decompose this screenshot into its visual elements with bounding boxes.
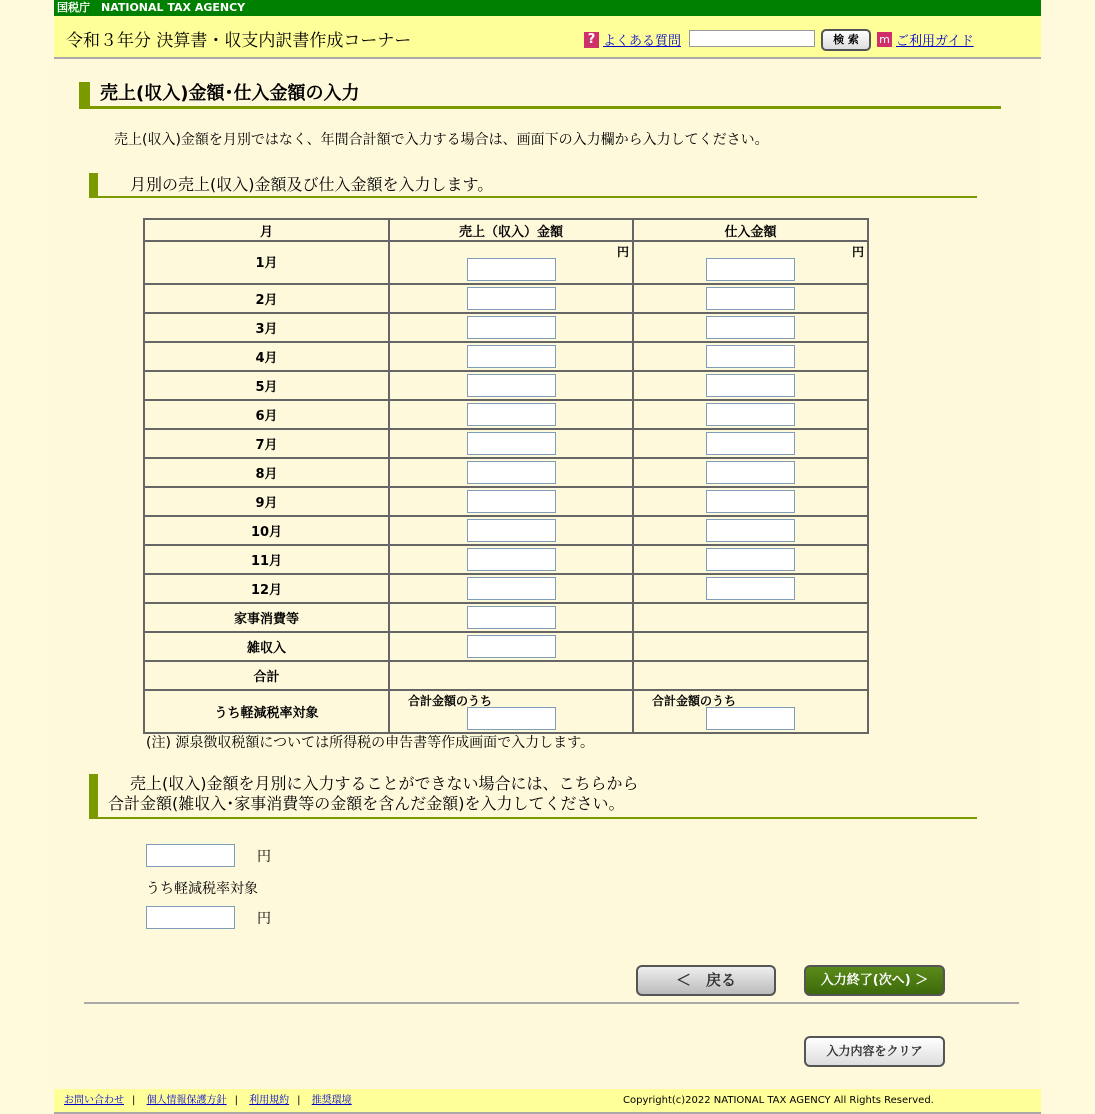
row-label: 雑収入 <box>144 632 389 661</box>
purchase-input[interactable] <box>706 316 795 339</box>
purchase-cell <box>633 241 868 284</box>
purchase-input[interactable] <box>706 345 795 368</box>
table-row <box>144 632 868 661</box>
sales-input[interactable] <box>467 490 556 513</box>
purchase-input[interactable] <box>706 287 795 310</box>
col-header-purchases: 仕入金額 <box>633 219 868 241</box>
section-heading-total <box>89 774 977 819</box>
row-label: 合計 <box>144 661 389 690</box>
table-row <box>144 516 868 545</box>
empty-cell <box>633 603 868 632</box>
section-line-1: 売上(収入)金額を月別に入力することができない場合には、こちらから <box>130 774 639 793</box>
table-row <box>144 284 868 313</box>
sales-input[interactable] <box>467 461 556 484</box>
sales-cell <box>389 487 633 516</box>
misc-income-input[interactable] <box>467 635 556 658</box>
table-row <box>144 690 868 733</box>
page-title: 売上(収入)金額･仕入金額の入力 <box>79 82 1001 109</box>
sales-input[interactable] <box>467 519 556 542</box>
environment-link[interactable]: 推奨環境 <box>311 1095 352 1106</box>
sales-cell <box>389 371 633 400</box>
month-label: 10月 <box>144 516 389 545</box>
divider <box>84 1002 1019 1004</box>
sales-input[interactable] <box>467 316 556 339</box>
table-row <box>144 371 868 400</box>
purchase-cell <box>633 284 868 313</box>
table-row <box>144 400 868 429</box>
sales-cell <box>389 429 633 458</box>
table-row <box>144 458 868 487</box>
sales-cell <box>389 241 633 284</box>
table-row <box>144 313 868 342</box>
purchase-cell <box>633 574 868 603</box>
sales-input[interactable] <box>467 432 556 455</box>
month-label: 5月 <box>144 371 389 400</box>
table-row <box>144 241 868 284</box>
sales-cell <box>389 516 633 545</box>
row-label: うち軽減税率対象 <box>144 690 389 733</box>
guide-link[interactable]: ご利用ガイド <box>896 34 974 49</box>
intro-text: 売上(収入)金額を月別ではなく、年間合計額で入力する場合は、画面下の入力欄から入力してください。 <box>114 132 769 148</box>
col-header-month: 月 <box>144 219 389 241</box>
table-row <box>144 487 868 516</box>
month-label: 12月 <box>144 574 389 603</box>
sales-input[interactable] <box>467 287 556 310</box>
purchase-input[interactable] <box>706 403 795 426</box>
sales-cell <box>389 632 633 661</box>
empty-cell <box>633 632 868 661</box>
purchase-input[interactable] <box>706 490 795 513</box>
annual-reduced-input[interactable] <box>146 906 235 929</box>
page <box>54 0 1041 1114</box>
month-label: 4月 <box>144 342 389 371</box>
back-button[interactable]: ＜ 戻る <box>636 965 776 996</box>
separator: | <box>234 1095 238 1106</box>
purchase-reduced-input[interactable] <box>706 707 795 730</box>
of-total-label: 合計金額のうち <box>652 694 737 708</box>
sales-input[interactable] <box>467 577 556 600</box>
note: (注) 源泉徴収税額については所得税の申告書等作成画面で入力します。 <box>146 735 594 751</box>
col-header-sales: 売上（収入）金額 <box>389 219 633 241</box>
sales-input[interactable] <box>467 345 556 368</box>
monthly-table <box>143 218 869 734</box>
next-button[interactable]: 入力終了(次へ) ＞ <box>804 965 945 996</box>
month-label: 2月 <box>144 284 389 313</box>
separator: | <box>132 1095 136 1106</box>
guide-book-icon: m <box>877 32 892 47</box>
row-label: 家事消費等 <box>144 603 389 632</box>
section-heading-monthly: 月別の売上(収入)金額及び仕入金額を入力します。 <box>89 173 977 198</box>
sales-cell <box>389 313 633 342</box>
purchase-cell <box>633 690 868 733</box>
sales-cell <box>389 342 633 371</box>
month-label: 11月 <box>144 545 389 574</box>
yen-unit: 円 <box>257 848 271 865</box>
purchase-cell <box>633 458 868 487</box>
purchase-input[interactable] <box>706 461 795 484</box>
household-input[interactable] <box>467 606 556 629</box>
month-label: 3月 <box>144 313 389 342</box>
copyright: Copyright(c)2022 NATIONAL TAX AGENCY All Rights Reserved. <box>623 1095 934 1106</box>
table-row <box>144 429 868 458</box>
footer <box>54 1089 1041 1114</box>
month-label: 7月 <box>144 429 389 458</box>
table-row <box>144 603 868 632</box>
table-row <box>144 545 868 574</box>
reduced-rate-label: うち軽減税率対象 <box>146 881 258 897</box>
app-title: 令和３年分 決算書・収支内訳書作成コーナー <box>66 31 412 51</box>
contact-link[interactable]: お問い合わせ <box>64 1095 124 1106</box>
month-label: 1月 <box>144 241 389 284</box>
annual-total-input[interactable] <box>146 844 235 867</box>
table-row <box>144 574 868 603</box>
table-row <box>144 342 868 371</box>
purchase-cell <box>633 313 868 342</box>
sales-input[interactable] <box>467 374 556 397</box>
purchase-cell <box>633 400 868 429</box>
purchase-cell <box>633 545 868 574</box>
sales-cell <box>389 574 633 603</box>
privacy-link[interactable]: 個人情報保護方針 <box>146 1095 227 1106</box>
purchase-input[interactable] <box>706 432 795 455</box>
sales-total-cell <box>389 661 633 690</box>
purchase-total-cell <box>633 661 868 690</box>
section-line-2: 合計金額(雑収入･家事消費等の金額を含んだ金額)を入力してください。 <box>108 794 625 813</box>
yen-unit: 円 <box>257 910 271 927</box>
month-label: 9月 <box>144 487 389 516</box>
yen-unit: 円 <box>616 245 629 259</box>
sales-reduced-input[interactable] <box>467 707 556 730</box>
sales-input[interactable] <box>467 548 556 571</box>
purchase-input[interactable] <box>706 519 795 542</box>
table-row <box>144 661 868 690</box>
of-total-label: 合計金額のうち <box>408 694 493 708</box>
month-label: 8月 <box>144 458 389 487</box>
sales-cell <box>389 690 633 733</box>
sales-input[interactable] <box>467 258 556 281</box>
purchase-input[interactable] <box>706 577 795 600</box>
purchase-input[interactable] <box>706 548 795 571</box>
sales-input[interactable] <box>467 403 556 426</box>
agency-bar: 国税庁 NATIONAL TAX AGENCY <box>54 0 1041 16</box>
clear-button[interactable]: 入力内容をクリア <box>804 1036 945 1067</box>
terms-link[interactable]: 利用規約 <box>249 1095 290 1106</box>
question-icon: ? <box>584 32 599 48</box>
sales-cell <box>389 458 633 487</box>
purchase-input[interactable] <box>706 258 795 281</box>
purchase-cell <box>633 429 868 458</box>
sales-cell <box>389 400 633 429</box>
purchase-cell <box>633 371 868 400</box>
purchase-cell <box>633 516 868 545</box>
month-label: 6月 <box>144 400 389 429</box>
header <box>54 16 1041 59</box>
faq-link[interactable]: よくある質問 <box>603 34 682 49</box>
search-input[interactable] <box>689 30 815 47</box>
purchase-cell <box>633 487 868 516</box>
sales-cell <box>389 603 633 632</box>
sales-cell <box>389 284 633 313</box>
search-button[interactable]: 検 索 <box>821 29 871 51</box>
sales-cell <box>389 545 633 574</box>
separator: | <box>297 1095 301 1106</box>
purchase-input[interactable] <box>706 374 795 397</box>
purchase-cell <box>633 342 868 371</box>
yen-unit: 円 <box>851 245 864 259</box>
